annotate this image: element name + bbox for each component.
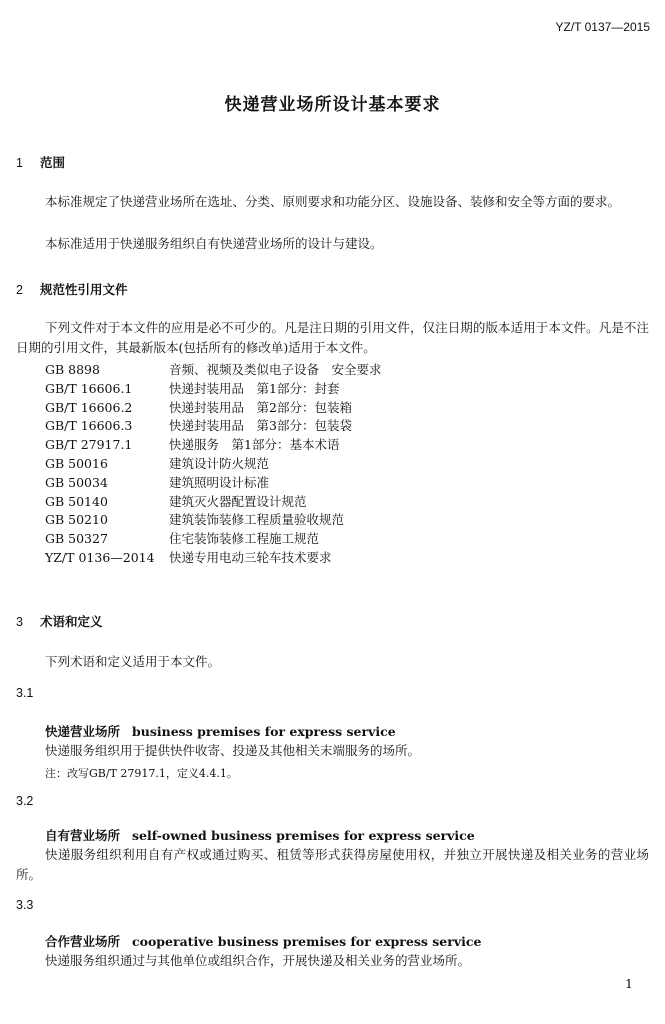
reference-code: GB 50034 bbox=[45, 474, 108, 490]
reference-row bbox=[45, 361, 382, 380]
reference-code: GB/T 27917.1 bbox=[45, 437, 133, 453]
term-3-1-note: 注：改写GB/T 27917.1，定义4.4.1。 bbox=[45, 767, 238, 780]
term-3-1-number: 3.1 bbox=[16, 686, 34, 700]
reference-code: GB 8898 bbox=[45, 362, 100, 377]
reference-title: 快递封装用品 第1部分：封套 bbox=[169, 380, 340, 396]
term-3-2-heading bbox=[45, 826, 475, 844]
section-2-intro: 下列文件对于本文件的应用是必不可少的。凡是注日期的引用文件，仅注日期的版本适用于本文件。凡是不注日期的引用文件，其最新版本(包括所有的修改单)适用于本文件。 bbox=[16, 320, 649, 355]
reference-title: 音频、视频及类似电子设备 安全要求 bbox=[169, 362, 382, 377]
term-3-2-english: self-owned business premises for express service bbox=[132, 828, 475, 843]
section-2-number: 2 bbox=[16, 283, 23, 297]
reference-code: GB 50140 bbox=[45, 493, 108, 509]
section-1-number: 1 bbox=[16, 156, 23, 170]
reference-row bbox=[45, 549, 382, 568]
reference-code: GB 50016 bbox=[45, 455, 108, 471]
page-number: 1 bbox=[625, 976, 633, 991]
reference-row bbox=[45, 511, 382, 530]
term-3-3-chinese: 合作营业场所 bbox=[45, 934, 121, 949]
term-3-1-chinese: 快递营业场所 bbox=[45, 724, 121, 739]
term-3-2-definition: 快递服务组织利用自有产权或通过购买、租赁等形式获得房屋使用权，并独立开展快递及相关业务的营业场所。 bbox=[16, 847, 649, 882]
section-3-number: 3 bbox=[16, 615, 23, 629]
section-3-title: 术语和定义 bbox=[40, 614, 103, 629]
section-2-heading bbox=[16, 280, 128, 298]
term-3-2-number: 3.2 bbox=[16, 794, 34, 808]
reference-title: 建筑设计防火规范 bbox=[169, 455, 270, 471]
reference-title: 快递专用电动三轮车技术要求 bbox=[169, 549, 332, 565]
reference-row bbox=[45, 399, 382, 418]
reference-code: GB/T 16606.3 bbox=[45, 418, 133, 434]
reference-title: 建筑照明设计标准 bbox=[169, 474, 270, 490]
reference-row bbox=[45, 417, 382, 436]
standard-code: YZ/T 0137—2015 bbox=[555, 20, 650, 34]
section-1-heading bbox=[16, 153, 65, 171]
document-title: 快递营业场所设计基本要求 bbox=[224, 95, 441, 115]
reference-row bbox=[45, 493, 382, 512]
term-3-1-definition: 快递服务组织用于提供快件收寄、投递及其他相关末端服务的场所。 bbox=[45, 743, 421, 758]
reference-row bbox=[45, 530, 382, 549]
section-1-title: 范围 bbox=[40, 155, 66, 170]
reference-title: 住宅装饰装修工程施工规范 bbox=[169, 531, 320, 547]
section-3-intro: 下列术语和定义适用于本文件。 bbox=[45, 654, 221, 669]
reference-title: 快递封装用品 第2部分：包装箱 bbox=[169, 399, 352, 415]
reference-code: YZ/T 0136—2014 bbox=[45, 549, 155, 565]
term-3-2-chinese: 自有营业场所 bbox=[45, 828, 121, 843]
reference-title: 快递封装用品 第3部分：包装袋 bbox=[169, 418, 352, 434]
term-3-3-heading bbox=[45, 932, 481, 950]
reference-row bbox=[45, 474, 382, 493]
reference-code: GB 50210 bbox=[45, 512, 108, 528]
section-1-paragraph-2: 本标准适用于快递服务组织自有快递营业场所的设计与建设。 bbox=[45, 236, 383, 251]
section-2-title: 规范性引用文件 bbox=[40, 282, 128, 297]
term-3-1-heading bbox=[45, 722, 396, 740]
term-3-1-english: business premises for express service bbox=[132, 724, 396, 739]
reference-code: GB 50327 bbox=[45, 531, 108, 547]
term-3-3-english: cooperative business premises for express service bbox=[132, 934, 482, 949]
reference-row bbox=[45, 436, 382, 455]
term-3-3-number: 3.3 bbox=[16, 898, 34, 912]
normative-reference-list bbox=[45, 361, 382, 568]
reference-title: 快递服务 第1部分：基本术语 bbox=[169, 437, 340, 453]
term-3-3-definition: 快递服务组织通过与其他单位或组织合作，开展快递及相关业务的营业场所。 bbox=[45, 953, 471, 968]
reference-title: 建筑装饰装修工程质量验收规范 bbox=[169, 512, 345, 528]
reference-row bbox=[45, 380, 382, 399]
reference-title: 建筑灭火器配置设计规范 bbox=[169, 493, 307, 509]
reference-code: GB/T 16606.2 bbox=[45, 399, 133, 415]
reference-row bbox=[45, 455, 382, 474]
reference-code: GB/T 16606.1 bbox=[45, 380, 133, 396]
section-1-paragraph-1: 本标准规定了快递营业场所在选址、分类、原则要求和功能分区、设施设备、装修和安全等方面的要求。 bbox=[45, 194, 621, 209]
section-3-heading bbox=[16, 612, 103, 630]
